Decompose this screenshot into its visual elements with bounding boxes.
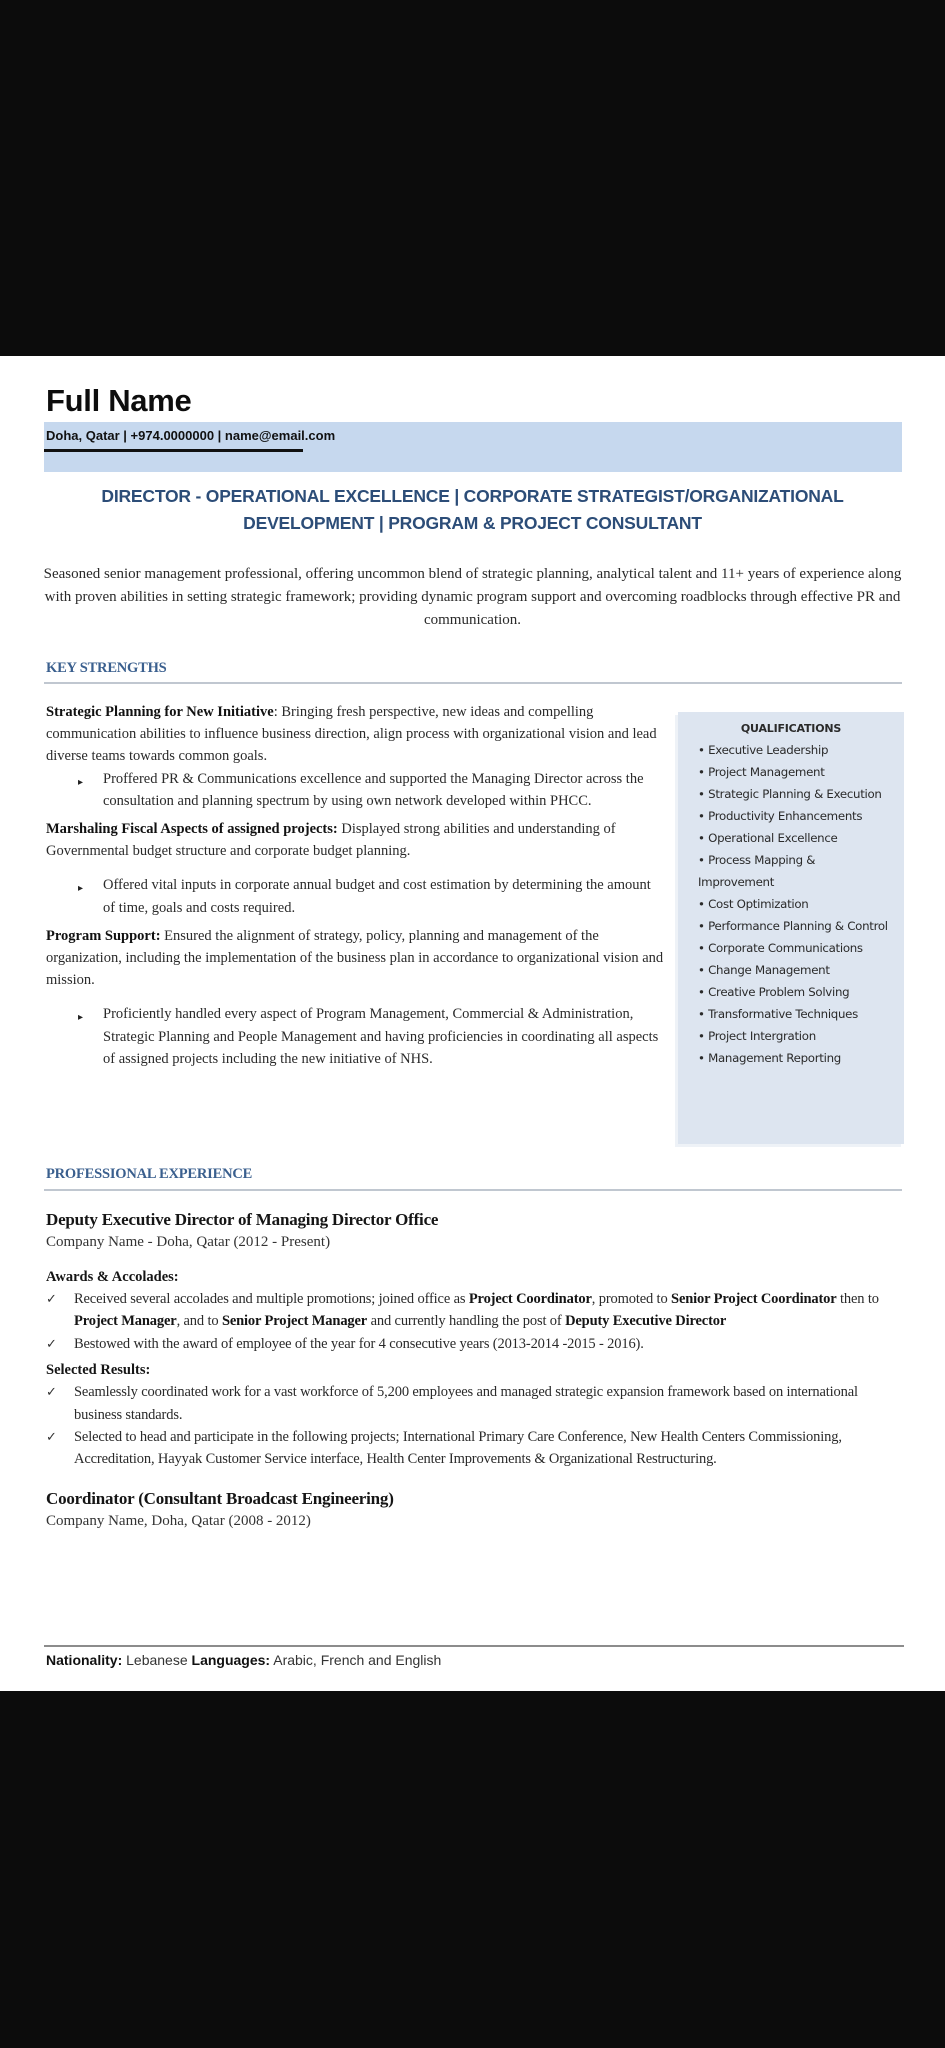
qualification-item: • Project Management [698,765,825,779]
strength-label: Marshaling Fiscal Aspects of assigned projects: [46,821,338,838]
strength-text: Bringing fresh perspective, new ideas and compelling communication abilities to influence business direction, align process with organizational vision and lead diverse teams towards common goals. [46,704,657,765]
headline-line-1: DIRECTOR - OPERATIONAL EXCELLENCE | CORPORATE STRATEGIST/ORGANIZATIONAL [101,486,844,506]
contact-info: Doha, Qatar | +974.0000000 | name@email.com [46,428,336,443]
footer-info [46,1652,441,1668]
strength-bullet: ▸ Offered vital inputs in corporate annual budget and cost estimation by determining the amount of time, goals and costs required. [46,874,666,918]
qualification-item: • Cost Optimization [698,897,809,911]
job-company: Company Name - Doha, Qatar (2012 - Present) [46,1234,331,1250]
award-item: ✓ Received several accolades and multiple promotions; joined office as Project Coordinator, promoted to Senior Project Coordinator then to Project Manager, and to Senior Project Manager and currently handling the post of Deputy Executive Director [46,1288,906,1333]
strength-label: Strategic Planning for New Initiative [46,704,274,720]
section-title-experience: PROFESSIONAL EXPERIENCE [46,1166,253,1182]
dot-bullet-icon: • [698,897,705,911]
full-name: Full Name [46,383,192,418]
awards-title: Awards & Accolades: [46,1269,179,1285]
nationality-label: Nationality: [46,1652,123,1668]
strength-text: Ensured the alignment of strategy, policy, planning and management of the organization, including the implementation of the business plan in accordance to organizational vision and mission. [46,927,664,989]
strength-item: Strategic Planning for New Initiative: Bringing fresh perspective, new ideas and compelling communication abilities to influence business direction, align process with organizational vision and lead diverse teams towards common goals. ▸ Proffered PR & Communications excellence and supported the Managing Director across the consultation and planning spectrum by using own network developed within PHCC. [46,701,666,812]
strength-bullet: ▸ Proffered PR & Communications excellence and supported the Managing Director across the consultation and planning spectrum by using own network developed within PHCC. [46,768,666,812]
contact-bar [44,422,902,472]
dot-bullet-icon: • [698,919,705,933]
dot-bullet-icon: • [698,1007,705,1021]
job-company: Company Name, Doha, Qatar (2008 - 2012) [46,1512,311,1529]
section-rule [44,1189,902,1191]
qualification-item: • Transformative Techniques [698,1007,858,1021]
arrow-bullet-icon: ▸ [78,776,84,788]
dot-bullet-icon: • [698,853,705,867]
check-icon: ✓ [46,1384,57,1400]
experience-list [46,1210,906,1533]
strength-bullet: ▸ Proficiently handled every aspect of Program Management, Commercial & Administration, Strategic Planning and People Management and having proficiencies in coordinating all aspects of assigned projects including the new initiative of NHS. [46,1003,666,1070]
headline [40,483,905,537]
dot-bullet-icon: • [698,765,705,779]
dot-bullet-icon: • [698,1051,705,1065]
check-icon: ✓ [46,1429,57,1445]
results-title: Selected Results: [46,1362,151,1379]
resume-page [0,356,945,1691]
dot-bullet-icon: • [698,985,705,999]
qualification-item: • Corporate Communications [698,941,863,955]
arrow-bullet-icon: ▸ [78,883,84,895]
arrow-bullet-icon: ▸ [78,1012,84,1024]
nationality-value: Lebanese [122,1652,192,1668]
languages-label: Languages: [191,1652,271,1668]
languages-value: Arabic, French and English [270,1652,442,1668]
headline-line-2: DEVELOPMENT | PROGRAM & PROJECT CONSULTANT [243,513,702,533]
dot-bullet-icon: • [698,831,705,845]
qualifications-title: QUALIFICATIONS [740,722,842,735]
dot-bullet-icon: • [698,941,705,955]
check-icon: ✓ [46,1291,57,1306]
qualification-item: • Management Reporting [698,1051,841,1065]
job-title: Coordinator (Consultant Broadcast Engineering) [46,1488,394,1508]
qualification-item: • Executive Leadership [698,743,829,757]
strength-label: Program Support: [46,927,161,944]
section-title-key-strengths: KEY STRENGTHS [46,660,167,676]
dot-bullet-icon: • [698,743,705,757]
qualification-item: • Process Mapping & Improvement [698,853,816,889]
dot-bullet-icon: • [698,787,705,801]
dot-bullet-icon: • [698,1029,705,1043]
section-rule [44,682,902,684]
contact-underline [44,449,303,452]
strength-text: Displayed strong abilities and understanding of Governmental budget structure and corporate budget planning. [46,821,616,860]
strength-item [46,925,666,1070]
check-icon: ✓ [46,1335,57,1351]
qualification-item: • Creative Problem Solving [698,985,850,999]
qualifications-box [678,712,904,1144]
qualification-item: • Performance Planning & Control [698,919,888,933]
key-strengths-list [46,701,666,1070]
footer-rule [44,1645,904,1647]
qualification-item: • Change Management [698,963,830,977]
job-entry [46,1489,906,1533]
job-title: Deputy Executive Director of Managing Director Office [46,1210,439,1229]
result-item: ✓ Seamlessly coordinated work for a vast workforce of 5,200 employees and managed strategic expansion framework based on international business standards. [46,1381,906,1426]
qualification-item: • Project Intergration [698,1029,816,1043]
qualification-item: • Productivity Enhancements [698,809,863,823]
award-item: ✓ Bestowed with the award of employee of the year for 4 consecutive years (2013-2014 -2015 - 2016). [46,1333,906,1355]
job-entry [46,1210,906,1471]
strength-item [46,818,666,919]
summary: Seasoned senior management professional, offering uncommon blend of strategic planning, analytical talent and 11+ years of experience along with proven abilities in setting strategic framework; providing dynamic program support and overcoming roadblocks through effective PR and communication. [43,566,902,628]
dot-bullet-icon: • [698,963,705,977]
qualification-item: • Operational Excellence [698,831,838,845]
qualification-item: • Strategic Planning & Execution [698,787,882,801]
dot-bullet-icon: • [698,809,705,823]
result-item: ✓ Selected to head and participate in the following projects; International Primary Care Conference, New Health Centers Commissioning, Accreditation, Hayyak Customer Service interface, Health Center Improvements & Organizational Restructuring. [46,1426,906,1471]
